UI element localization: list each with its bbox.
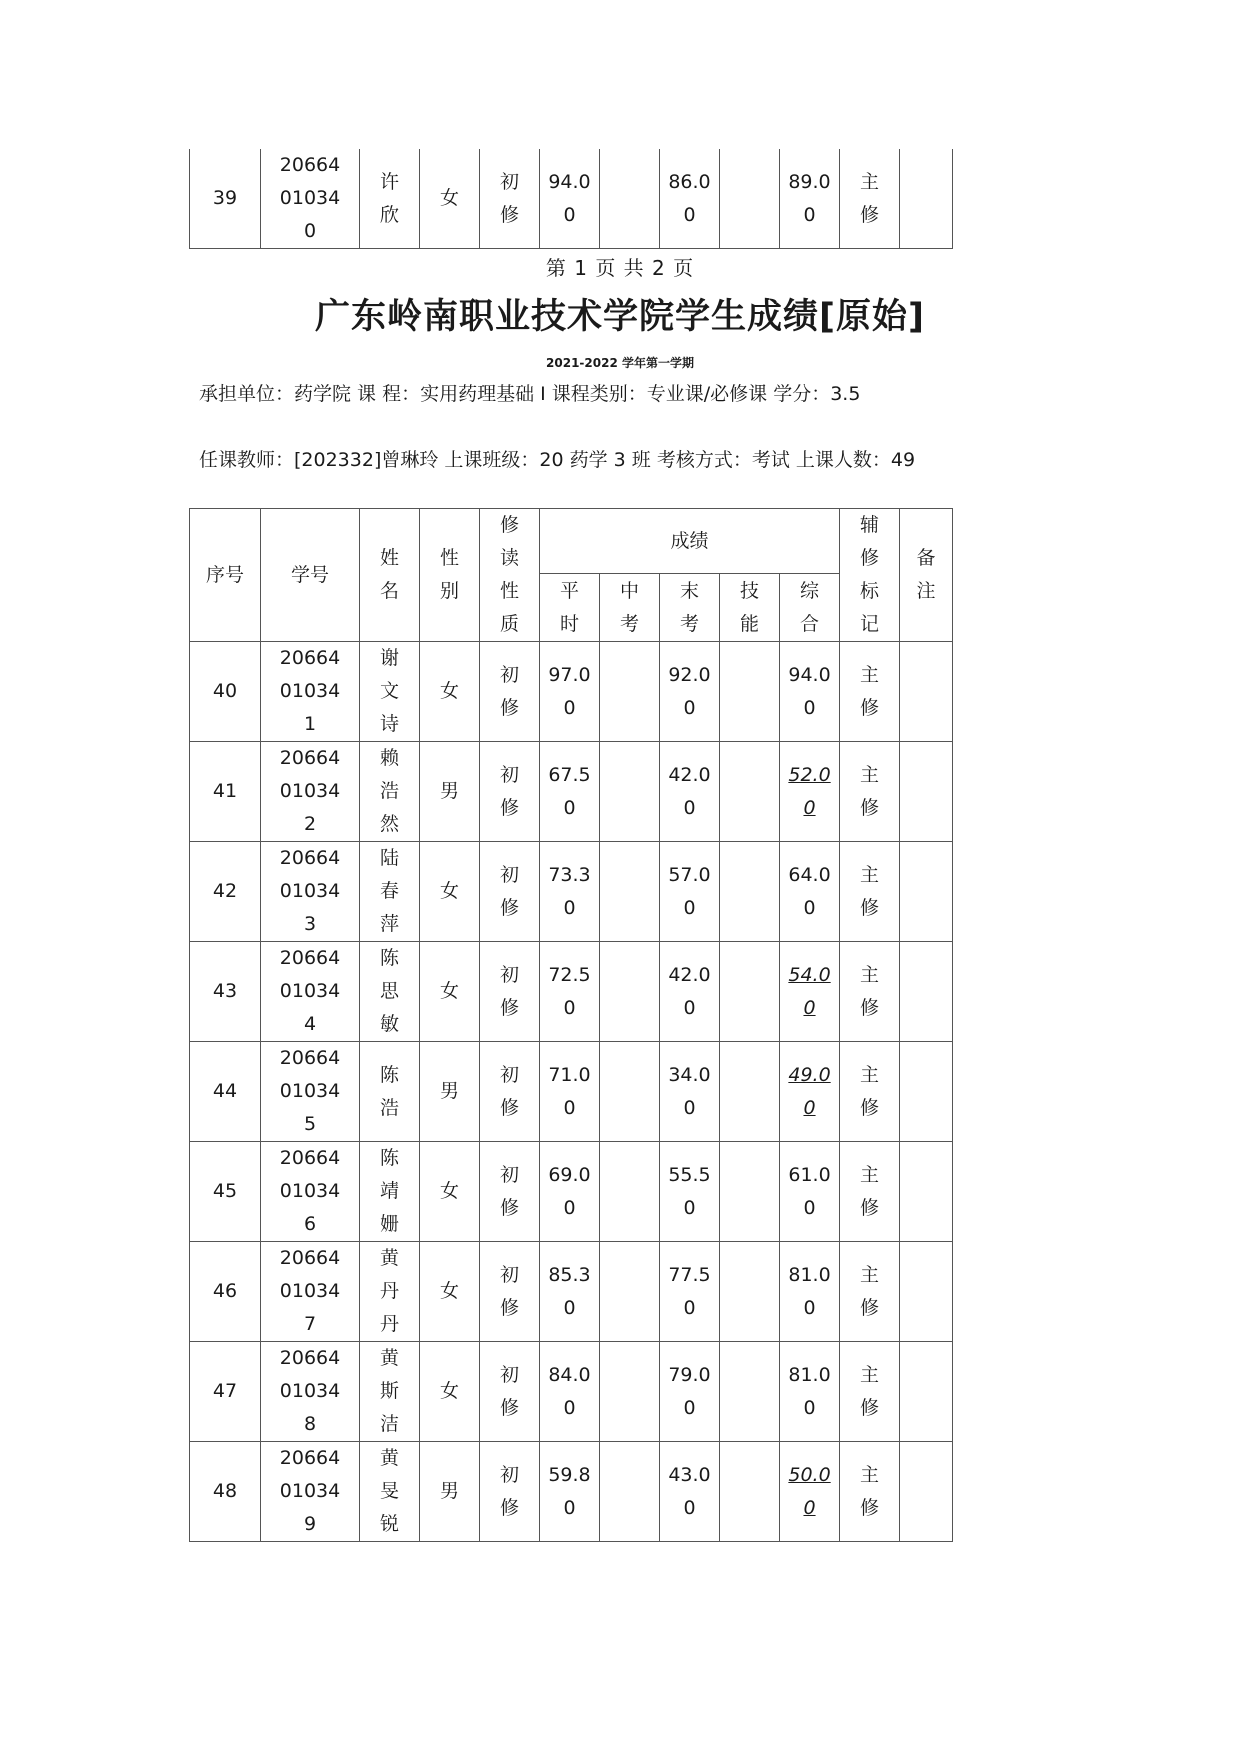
cell-flag: 主修 bbox=[840, 742, 900, 842]
cell-usual: 71.00 bbox=[540, 1042, 600, 1142]
cell-flag: 主修 bbox=[840, 1442, 900, 1542]
cell-usual: 97.00 bbox=[540, 642, 600, 742]
cell-skill bbox=[720, 1442, 780, 1542]
cell-name: 许欣 bbox=[360, 149, 420, 249]
cell-note bbox=[900, 1042, 953, 1142]
cell-name: 陈浩 bbox=[360, 1042, 420, 1142]
cell-student-id: 20664010345 bbox=[261, 1042, 360, 1142]
cell-student-id: 20664010342 bbox=[261, 742, 360, 842]
cell-total: 54.00 bbox=[780, 942, 840, 1042]
table-row bbox=[190, 1442, 953, 1542]
cell-sex: 女 bbox=[420, 1342, 480, 1442]
cell-mid bbox=[600, 642, 660, 742]
header-mid: 中考 bbox=[600, 574, 660, 642]
table-row bbox=[190, 149, 953, 249]
cell-skill bbox=[720, 1242, 780, 1342]
cell-final: 57.00 bbox=[660, 842, 720, 942]
cell-student-id: 20664010344 bbox=[261, 942, 360, 1042]
cell-sex: 女 bbox=[420, 842, 480, 942]
cell-seq: 43 bbox=[190, 942, 261, 1042]
cell-student-id: 20664010346 bbox=[261, 1142, 360, 1242]
cell-seq: 44 bbox=[190, 1042, 261, 1142]
cell-nature: 初修 bbox=[480, 1042, 540, 1142]
header-total: 综合 bbox=[780, 574, 840, 642]
table-row bbox=[190, 1042, 953, 1142]
cell-note bbox=[900, 1142, 953, 1242]
cell-usual: 84.00 bbox=[540, 1342, 600, 1442]
header-student-id: 学号 bbox=[261, 509, 360, 642]
cell-mid bbox=[600, 1442, 660, 1542]
grades-table-body bbox=[190, 642, 953, 1542]
cell-flag: 主修 bbox=[840, 642, 900, 742]
cell-mid bbox=[600, 149, 660, 249]
cell-student-id: 20664010348 bbox=[261, 1342, 360, 1442]
cell-usual: 73.30 bbox=[540, 842, 600, 942]
cell-seq: 47 bbox=[190, 1342, 261, 1442]
cell-final: 79.00 bbox=[660, 1342, 720, 1442]
cell-mid bbox=[600, 1042, 660, 1142]
table-row bbox=[190, 642, 953, 742]
cell-skill bbox=[720, 1342, 780, 1442]
cell-student-id: 20664010341 bbox=[261, 642, 360, 742]
cell-note bbox=[900, 842, 953, 942]
header-nature: 修读性质 bbox=[480, 509, 540, 642]
cell-skill bbox=[720, 1042, 780, 1142]
cell-seq: 45 bbox=[190, 1142, 261, 1242]
cell-total: 81.00 bbox=[780, 1242, 840, 1342]
cell-nature: 初修 bbox=[480, 1442, 540, 1542]
header-skill: 技能 bbox=[720, 574, 780, 642]
header-flag: 辅修标记 bbox=[840, 509, 900, 642]
cell-nature: 初修 bbox=[480, 842, 540, 942]
header-note: 备注 bbox=[900, 509, 953, 642]
cell-mid bbox=[600, 842, 660, 942]
cell-final: 43.00 bbox=[660, 1442, 720, 1542]
cell-seq: 48 bbox=[190, 1442, 261, 1542]
cell-sex: 女 bbox=[420, 942, 480, 1042]
header-grades: 成绩 bbox=[540, 509, 840, 574]
cell-total: 89.00 bbox=[780, 149, 840, 249]
cell-name: 黄斯洁 bbox=[360, 1342, 420, 1442]
cell-mid bbox=[600, 942, 660, 1042]
cell-skill bbox=[720, 942, 780, 1042]
cell-total: 50.00 bbox=[780, 1442, 840, 1542]
cell-sex: 男 bbox=[420, 742, 480, 842]
cell-student-id: 20664010343 bbox=[261, 842, 360, 942]
cell-flag: 主修 bbox=[840, 1242, 900, 1342]
cell-nature: 初修 bbox=[480, 1142, 540, 1242]
cell-skill bbox=[720, 1142, 780, 1242]
cell-nature: 初修 bbox=[480, 1342, 540, 1442]
cell-sex: 女 bbox=[420, 1242, 480, 1342]
cell-note bbox=[900, 942, 953, 1042]
cell-note bbox=[900, 1442, 953, 1542]
term-label: 2021-2022 学年第一学期 bbox=[546, 356, 694, 370]
cell-total: 64.00 bbox=[780, 842, 840, 942]
header-final: 末考 bbox=[660, 574, 720, 642]
table-row bbox=[190, 842, 953, 942]
cell-usual: 67.50 bbox=[540, 742, 600, 842]
cell-note bbox=[900, 1342, 953, 1442]
table-header-row bbox=[190, 509, 953, 574]
cell-note bbox=[900, 642, 953, 742]
cell-mid bbox=[600, 1242, 660, 1342]
cell-note bbox=[900, 149, 953, 249]
cell-name: 陈靖姗 bbox=[360, 1142, 420, 1242]
table-row bbox=[190, 1342, 953, 1442]
cell-student-id: 20664010347 bbox=[261, 1242, 360, 1342]
cell-name: 黄旻锐 bbox=[360, 1442, 420, 1542]
cell-name: 黄丹丹 bbox=[360, 1242, 420, 1342]
cell-mid bbox=[600, 1342, 660, 1442]
previous-page-table bbox=[189, 149, 953, 249]
cell-usual: 69.00 bbox=[540, 1142, 600, 1242]
cell-usual: 85.30 bbox=[540, 1242, 600, 1342]
cell-nature: 初修 bbox=[480, 642, 540, 742]
cell-seq: 41 bbox=[190, 742, 261, 842]
cell-final: 86.00 bbox=[660, 149, 720, 249]
cell-sex: 女 bbox=[420, 642, 480, 742]
cell-sex: 男 bbox=[420, 1442, 480, 1542]
cell-final: 42.00 bbox=[660, 942, 720, 1042]
cell-total: 52.00 bbox=[780, 742, 840, 842]
cell-total: 49.00 bbox=[780, 1042, 840, 1142]
header-sex: 性别 bbox=[420, 509, 480, 642]
cell-skill bbox=[720, 742, 780, 842]
table-row bbox=[190, 742, 953, 842]
cell-student-id: 20664010340 bbox=[261, 149, 360, 249]
cell-nature: 初修 bbox=[480, 1242, 540, 1342]
table-row bbox=[190, 942, 953, 1042]
cell-mid bbox=[600, 1142, 660, 1242]
cell-seq: 42 bbox=[190, 842, 261, 942]
cell-sex: 女 bbox=[420, 149, 480, 249]
page-footer: 第 1 页 共 2 页 bbox=[545, 256, 695, 280]
cell-final: 92.00 bbox=[660, 642, 720, 742]
cell-seq: 40 bbox=[190, 642, 261, 742]
cell-flag: 主修 bbox=[840, 942, 900, 1042]
course-info-line-1: 承担单位：药学院 课 程：实用药理基础 I 课程类别：专业课/必修课 学分：3.5 bbox=[199, 383, 861, 405]
cell-final: 42.00 bbox=[660, 742, 720, 842]
header-seq: 序号 bbox=[190, 509, 261, 642]
header-name: 姓名 bbox=[360, 509, 420, 642]
cell-student-id: 20664010349 bbox=[261, 1442, 360, 1542]
table-row bbox=[190, 1242, 953, 1342]
cell-skill bbox=[720, 842, 780, 942]
cell-usual: 72.50 bbox=[540, 942, 600, 1042]
cell-name: 赖浩然 bbox=[360, 742, 420, 842]
cell-skill bbox=[720, 149, 780, 249]
cell-usual: 59.80 bbox=[540, 1442, 600, 1542]
cell-final: 77.50 bbox=[660, 1242, 720, 1342]
cell-note bbox=[900, 742, 953, 842]
cell-name: 陆春萍 bbox=[360, 842, 420, 942]
cell-final: 34.00 bbox=[660, 1042, 720, 1142]
cell-name: 谢文诗 bbox=[360, 642, 420, 742]
cell-seq: 46 bbox=[190, 1242, 261, 1342]
cell-nature: 初修 bbox=[480, 149, 540, 249]
cell-skill bbox=[720, 642, 780, 742]
grades-table bbox=[189, 508, 953, 1542]
cell-flag: 主修 bbox=[840, 1042, 900, 1142]
cell-flag: 主修 bbox=[840, 149, 900, 249]
cell-sex: 男 bbox=[420, 1042, 480, 1142]
cell-flag: 主修 bbox=[840, 1142, 900, 1242]
cell-seq: 39 bbox=[190, 149, 261, 249]
cell-final: 55.50 bbox=[660, 1142, 720, 1242]
cell-nature: 初修 bbox=[480, 742, 540, 842]
cell-nature: 初修 bbox=[480, 942, 540, 1042]
page-title: 广东岭南职业技术学院学生成绩[原始] bbox=[315, 297, 925, 337]
cell-note bbox=[900, 1242, 953, 1342]
cell-name: 陈思敏 bbox=[360, 942, 420, 1042]
course-info-line-2: 任课教师：[202332]曾琳玲 上课班级：20 药学 3 班 考核方式：考试 上课人数：49 bbox=[199, 449, 916, 471]
cell-sex: 女 bbox=[420, 1142, 480, 1242]
cell-usual: 94.00 bbox=[540, 149, 600, 249]
cell-total: 61.00 bbox=[780, 1142, 840, 1242]
cell-mid bbox=[600, 742, 660, 842]
cell-flag: 主修 bbox=[840, 842, 900, 942]
cell-total: 94.00 bbox=[780, 642, 840, 742]
header-usual: 平时 bbox=[540, 574, 600, 642]
cell-total: 81.00 bbox=[780, 1342, 840, 1442]
table-row bbox=[190, 1142, 953, 1242]
cell-flag: 主修 bbox=[840, 1342, 900, 1442]
